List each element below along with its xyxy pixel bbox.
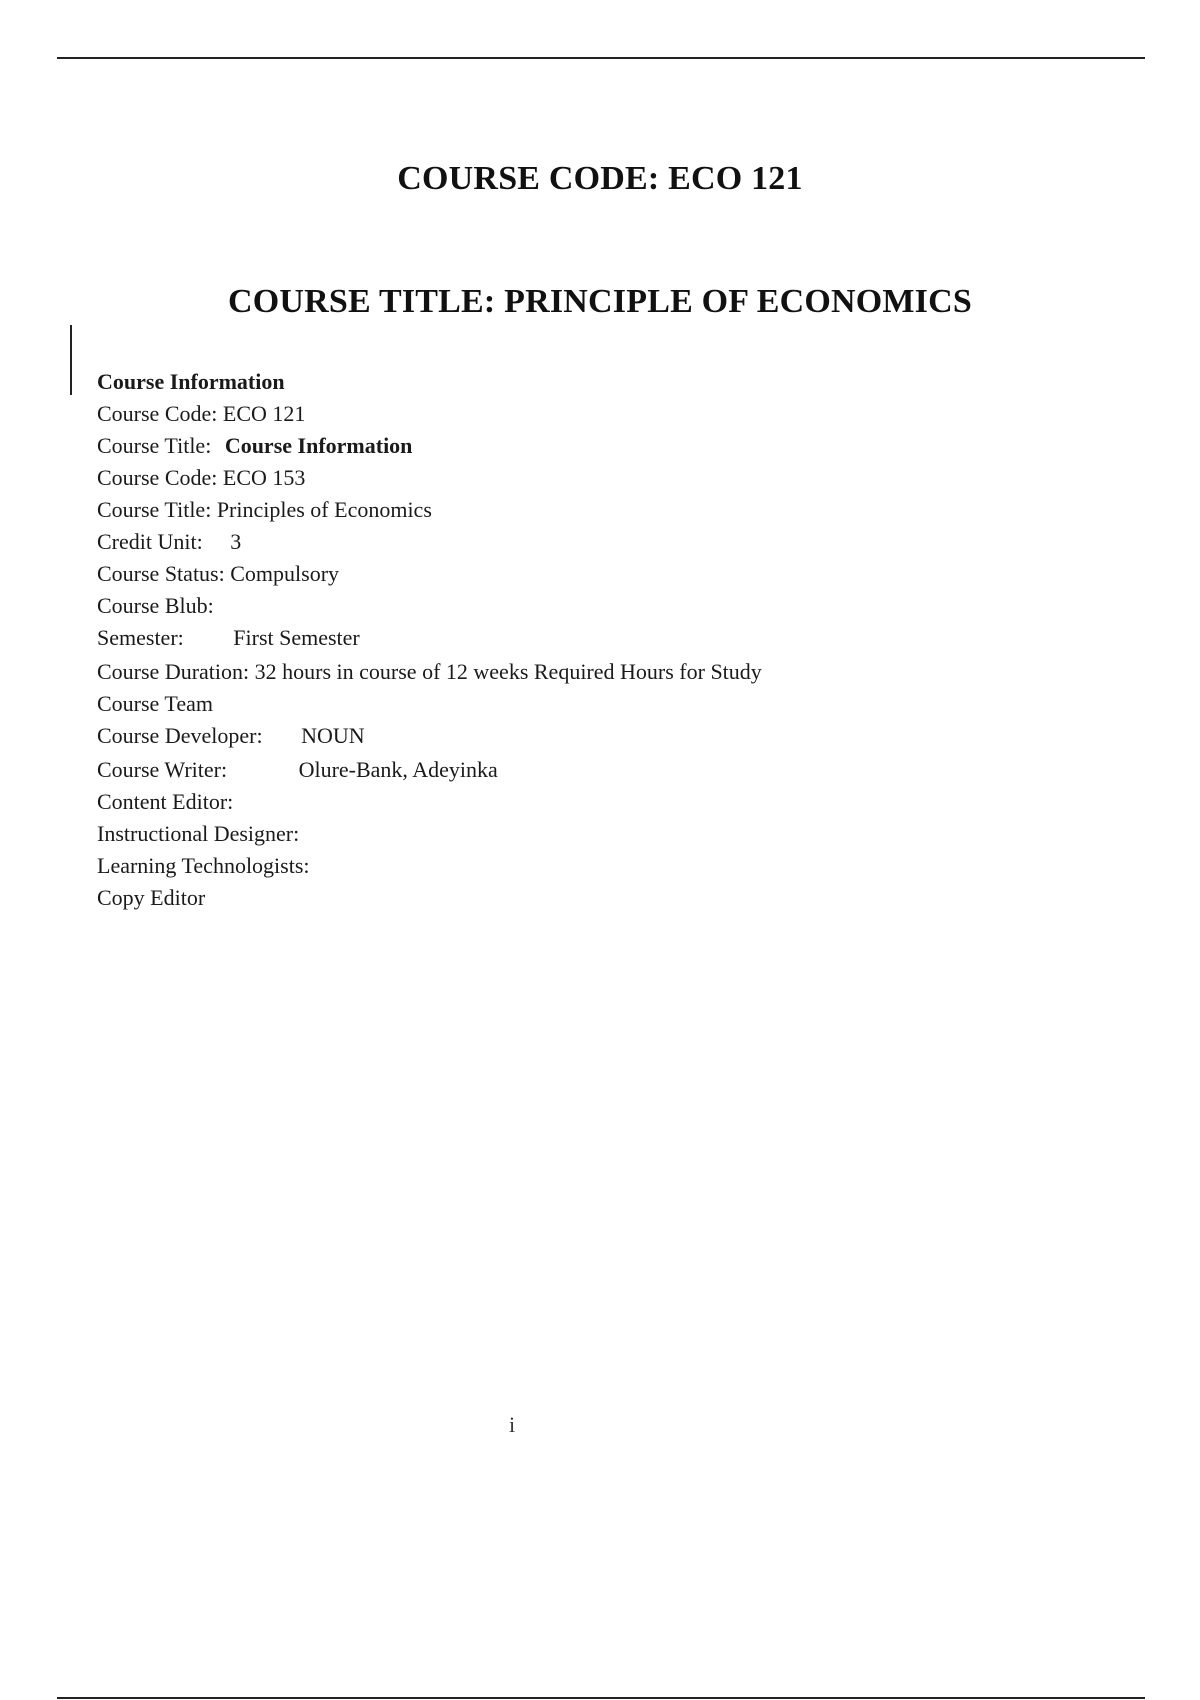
copy-editor-row — [97, 882, 1097, 914]
field-label: Course Title: — [97, 433, 212, 458]
field-label: Course Writer: — [97, 757, 228, 782]
course-writer-row — [97, 752, 1097, 786]
course-status-row — [97, 558, 1097, 590]
course-code-row — [97, 398, 1097, 430]
course-title-heading: COURSE TITLE: PRINCIPLE OF ECONOMICS — [228, 283, 972, 320]
page-number: i — [508, 1412, 516, 1437]
bottom-rule — [57, 1697, 1145, 1699]
field-label: Course Code: — [97, 401, 218, 426]
course-blub-row — [97, 590, 1097, 622]
field-value: 3 — [230, 529, 242, 554]
field-label: Course Team — [97, 691, 213, 716]
course-developer-row — [97, 720, 1097, 752]
field-value: First Semester — [233, 625, 360, 650]
course-title-row — [97, 430, 1097, 462]
field-value: ECO 153 — [222, 465, 306, 490]
course-title-row-2 — [97, 494, 1097, 526]
field-label: Course Title: — [97, 497, 212, 522]
field-value: Principles of Economics — [216, 497, 432, 522]
field-value: ECO 121 — [222, 401, 306, 426]
field-value: 32 hours in course of 12 weeks Required Hours for Study — [254, 659, 762, 684]
course-code-row-2 — [97, 462, 1097, 494]
field-label: Semester: — [97, 625, 184, 650]
field-label: Credit Unit: — [97, 529, 203, 554]
change-bar — [70, 325, 72, 395]
field-label: Course Blub: — [97, 593, 214, 618]
section-title: Course Information — [97, 369, 285, 394]
learning-technologists-row — [97, 850, 1097, 882]
course-team-row — [97, 688, 1097, 720]
credit-unit-row — [97, 526, 1097, 558]
field-label: Course Status: — [97, 561, 225, 586]
field-value: Olure-Bank, Adeyinka — [298, 757, 498, 782]
field-label: Course Duration: — [97, 659, 250, 684]
course-duration-row — [97, 654, 1097, 688]
field-value: Course Information — [224, 433, 413, 458]
field-label: Course Code: — [97, 465, 218, 490]
field-label: Instructional Designer: — [97, 821, 300, 846]
field-label: Content Editor: — [97, 789, 234, 814]
field-value: NOUN — [301, 723, 365, 748]
content-editor-row — [97, 786, 1097, 818]
course-information-block — [97, 366, 1097, 914]
field-label: Course Developer: — [97, 723, 263, 748]
field-label: Copy Editor — [97, 885, 206, 910]
top-rule — [57, 57, 1145, 59]
field-value: Compulsory — [230, 561, 340, 586]
field-label: Learning Technologists: — [97, 853, 310, 878]
course-code-heading: COURSE CODE: ECO 121 — [397, 160, 803, 197]
semester-row — [97, 622, 1097, 654]
instructional-designer-row — [97, 818, 1097, 850]
